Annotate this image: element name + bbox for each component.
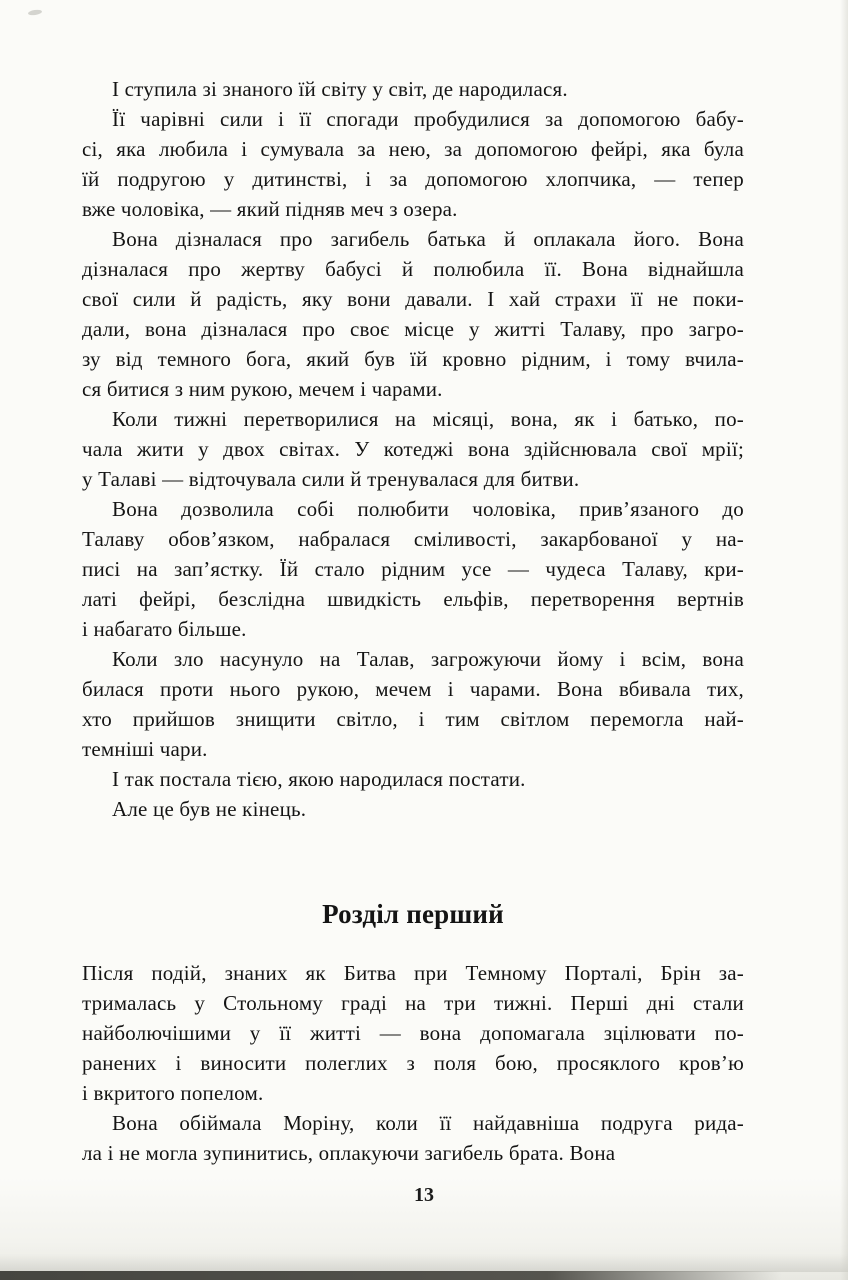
text-line: Талаву обов’язком, набралася сміливості, закарбованої у на- (82, 527, 744, 551)
text-line: Вона обіймала Моріну, коли її найдавніша подруга рида- (112, 1111, 744, 1135)
text-line: Але це був не кінець. (112, 797, 307, 821)
text-line: і набагато більше. (82, 617, 247, 641)
scan-edge-right (840, 0, 848, 1280)
text-line: Вона дізналася про загибель батька й оплакала його. Вона (112, 227, 744, 251)
text-line: Коли тижні перетворилися на місяці, вона, як і батько, по- (112, 407, 744, 431)
paragraph (82, 794, 744, 824)
text-line: темніші чари. (82, 737, 208, 761)
text-line: Вона дозволила собі полюбити чоловіка, прив’язаного до (112, 497, 744, 521)
text-line: латі фейрі, безслідна швидкість ельфів, перетворення вертнів (82, 587, 744, 611)
text-line: дали, вона дізналася про своє місце у житті Талаву, про загро- (82, 317, 744, 341)
text-line: ла і не могла зупинитись, оплакуючи загибель брата. Вона (82, 1141, 616, 1165)
page-number: 13 (414, 1184, 434, 1206)
paragraph (82, 958, 744, 1108)
text-line: трималась у Стольному граді на три тижні. Перші дні стали (82, 991, 744, 1015)
text-line: хто прийшов знищити світло, і тим світлом перемогла най- (82, 707, 744, 731)
paragraph (82, 644, 744, 764)
text-line: найболючішими у її житті — вона допомагала зцілювати по- (82, 1021, 744, 1045)
scan-edge-band (0, 1271, 782, 1280)
text-line: їй подругою у дитинстві, і за допомогою хлопчика, — тепер (82, 167, 744, 191)
text-line: чала жити у двох світах. У котеджі вона здійснювала свої мрії; (82, 437, 744, 461)
text-line: писі на зап’ястку. Їй стало рідним усе — чудеса Талаву, кри- (82, 557, 744, 581)
text-line: свої сили й радість, яку вони давали. І хай страхи її не поки- (82, 287, 744, 311)
scan-smudge-mark (28, 9, 43, 16)
text-line: у Талаві — відточувала сили й тренувалася для битви. (82, 467, 580, 491)
paragraph (82, 494, 744, 644)
text-line: зу від темного бога, який був їй кровно рідним, і тому вчила- (82, 347, 744, 371)
text-line: Після подій, знаних як Битва при Темному Порталі, Брін за- (82, 961, 744, 985)
paragraph (82, 74, 744, 104)
text-line: дізналася про жертву бабусі й полюбила її. Вона віднайшла (82, 257, 744, 281)
text-line: билася проти нього рукою, мечем і чарами. Вона вбивала тих, (82, 677, 744, 701)
paragraph (82, 404, 744, 494)
paragraph (82, 1108, 744, 1168)
chapter-heading: Розділ перший (322, 899, 504, 929)
text-line: і вкритого попелом. (82, 1081, 264, 1105)
paragraph (82, 764, 744, 794)
text-line: І так постала тією, якою народилася постати. (112, 767, 526, 791)
text-line: ся битися з ним рукою, мечем і чарами. (82, 377, 443, 401)
text-line: Коли зло насунуло на Талав, загрожуючи йому і всім, вона (112, 647, 744, 671)
text-line: Її чарівні сили і її спогади пробудилися за допомогою бабу- (112, 107, 744, 131)
text-line: вже чоловіка, — який підняв меч з озера. (82, 197, 458, 221)
paragraph (82, 224, 744, 404)
text-line: І ступила зі знаного їй світу у світ, де народилася. (112, 77, 568, 101)
text-line: сі, яка любила і сумувала за нею, за допомогою фейрі, яка була (82, 137, 744, 161)
paragraph (82, 104, 744, 224)
scan-shadow (0, 1254, 848, 1272)
text-block (82, 74, 744, 1168)
text-line: ранених і виносити полеглих з поля бою, просяклого кров’ю (82, 1051, 744, 1075)
